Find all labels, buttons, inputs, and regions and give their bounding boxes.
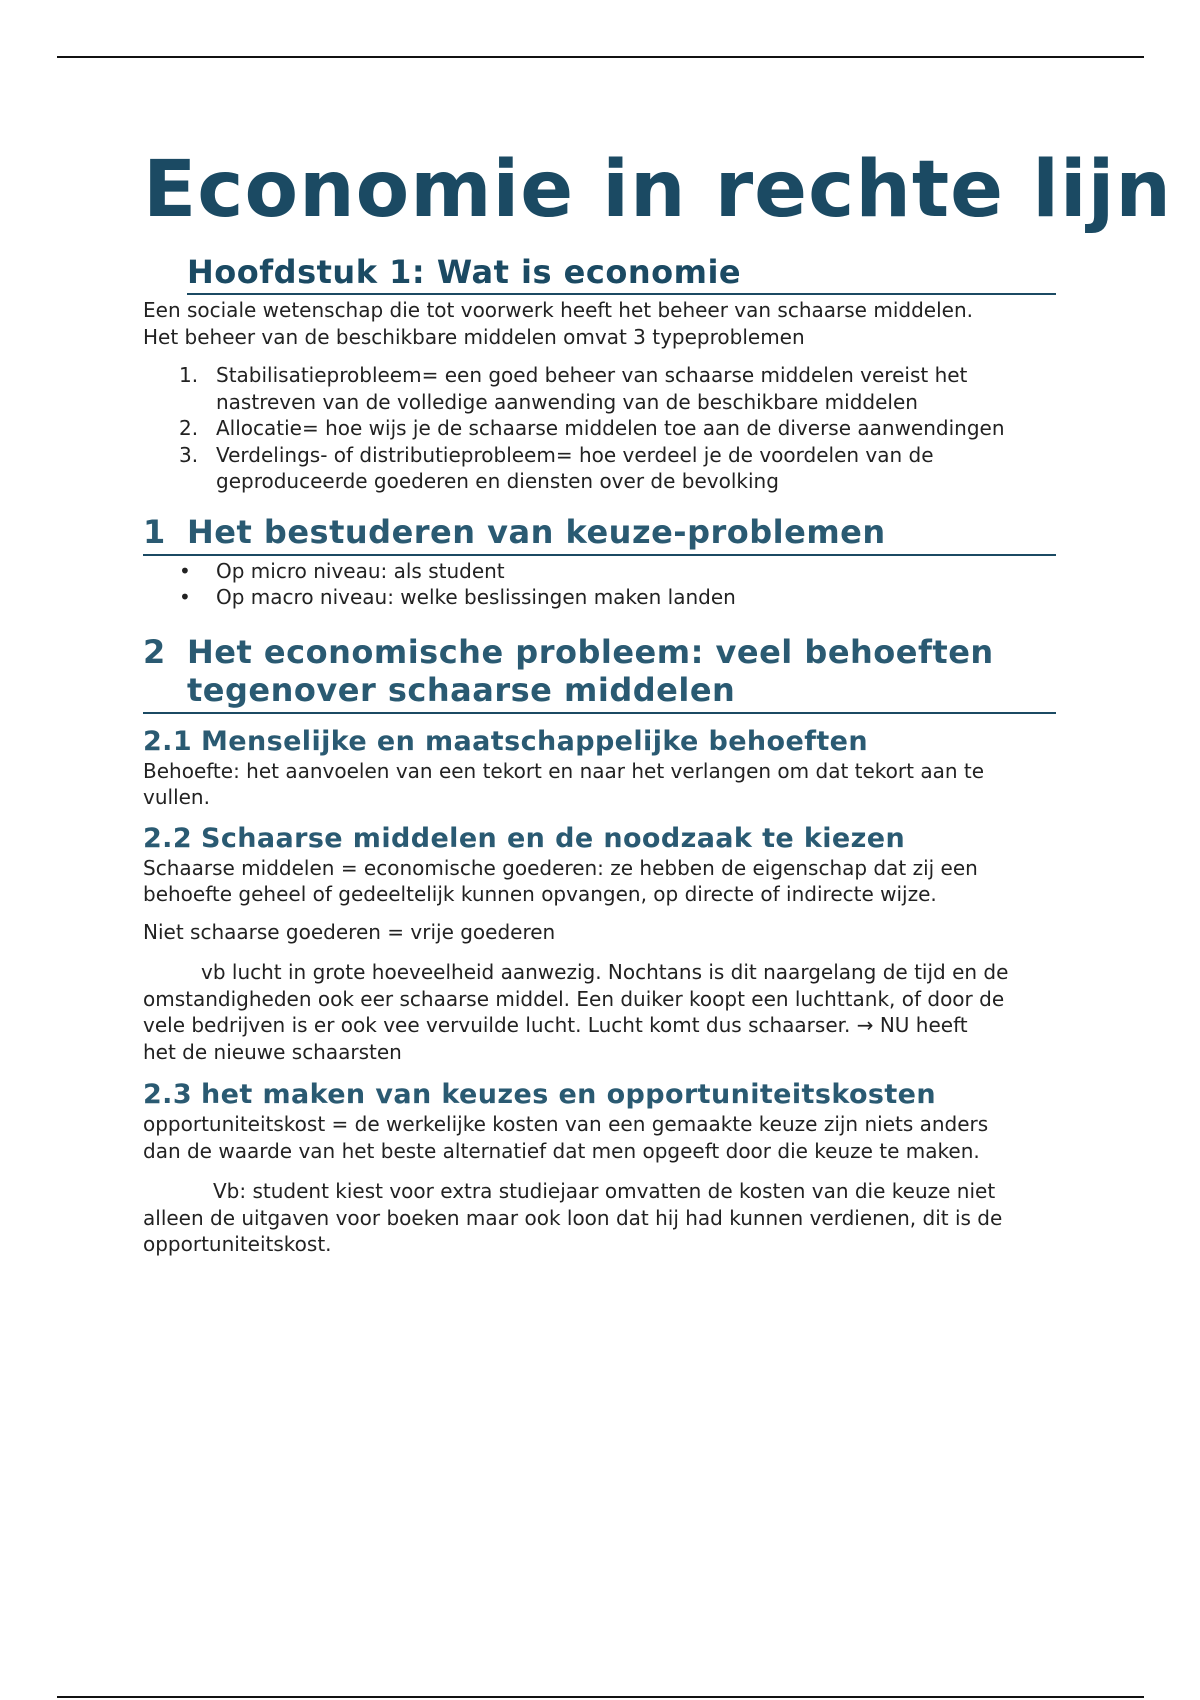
paragraph-line: Behoefte: het aanvoelen van een tekort en naar het verlangen om dat tekort aan te [143,758,985,783]
bottom-rule [57,1696,1144,1698]
section-number: 1 [143,512,166,551]
paragraph-line: Schaarse middelen = economische goederen: ze hebben de eigenschap dat zij een [143,855,978,880]
example-line: vb lucht in grote hoeveelheid aanwezig. Nochtans is dit naargelang de tijd en de [201,960,1009,984]
paragraph-line: dan de waarde van het beste alternatief dat men opgeeft door die keuze te maken. [143,1138,980,1163]
paragraph-line: opportuniteitskost = de werkelijke kosten van een gemaakte keuze zijn niets anders [143,1112,989,1136]
list-item [143,584,1056,611]
section-heading-1 [143,513,1056,556]
subsection-heading-2-2 [143,823,1056,855]
intro-line-1: Een sociale wetenschap die tot voorwerk heeft het beheer van schaarse middelen. [143,298,973,322]
section-title-line-1: Het economische probleem: veel behoeften [187,632,994,671]
list-item [143,415,1056,442]
section-number: 2 [143,632,166,671]
list-number: 1. [179,363,199,387]
section-heading-2 [143,633,1056,714]
document-body [143,140,1172,1258]
list-item-line: geproduceerde goederen en diensten over de bevolking [216,469,779,493]
list-item [143,558,1056,585]
top-rule [57,56,1144,58]
subsection-number: 2.3 [143,1079,193,1110]
list-item-line: Stabilisatieprobleem= een goed beheer van schaarse middelen vereist het [216,363,968,387]
intro-line-2: Het beheer van de beschikbare middelen omvat 3 typeproblemen [143,324,805,349]
list-number: 3. [179,442,199,467]
list-item-line: nastreven van de volledige aanwending van de beschikbare middelen [216,389,918,414]
example-line: het de nieuwe schaarsten [143,1039,402,1064]
list-item-line: Verdelings- of distributieprobleem= hoe verdeel je de voordelen van de [216,442,934,467]
section-title-line-2: tegenover schaarse middelen [187,670,736,709]
paragraph-line: behoefte geheel of gedeeltelijk kunnen opvangen, op directe of indirecte wijze. [143,882,937,906]
free-goods-line: Niet schaarse goederen = vrije goederen [143,919,556,944]
subsection-title: Menselijke en maatschappelijke behoeften [201,725,869,757]
paragraph-line: vullen. [143,785,210,809]
subsection-heading-2-3 [143,1079,1056,1111]
level-list [143,558,1056,611]
subsection-heading-2-1 [143,726,1056,758]
chapter-heading: Hoofdstuk 1: Wat is economie [187,254,1056,295]
example-line: vele bedrijven is er ook vee vervuilde lucht. Lucht komt dus schaarser. → NU heeft [143,1013,968,1037]
list-item-line: Allocatie= hoe wijs je de schaarse middelen toe aan de diverse aanwendingen [216,416,1005,440]
list-item [143,362,1056,415]
subsection-number: 2.2 [143,822,193,854]
subsection-title: het maken van keuzes en opportuniteitskosten [201,1079,937,1110]
bullet-icon: • [179,558,191,583]
list-item-text: Op micro niveau: als student [216,558,505,583]
subsection-title: Schaarse middelen en de noodzaak te kiezen [201,822,906,854]
section-title: Het bestuderen van keuze-problemen [187,512,886,551]
list-item-text: Op macro niveau: welke beslissingen maken landen [216,585,736,609]
example-line: omstandigheden ook eer schaarse middel. Een duiker koopt een luchttank, of door de [143,986,1005,1011]
problem-list [143,362,1056,495]
example-line: alleen de uitgaven voor boeken maar ook loon dat hij had kunnen verdienen, dit is de [143,1205,1003,1230]
subsection-number: 2.1 [143,725,193,757]
example-line: Vb: student kiest voor extra studiejaar omvatten de kosten van die keuze niet [213,1179,996,1203]
list-item [143,442,1056,495]
list-number: 2. [179,416,199,440]
bullet-icon: • [179,585,191,609]
document-title: Economie in rechte lijn [143,145,1172,235]
example-line: opportuniteitskost. [143,1232,332,1256]
